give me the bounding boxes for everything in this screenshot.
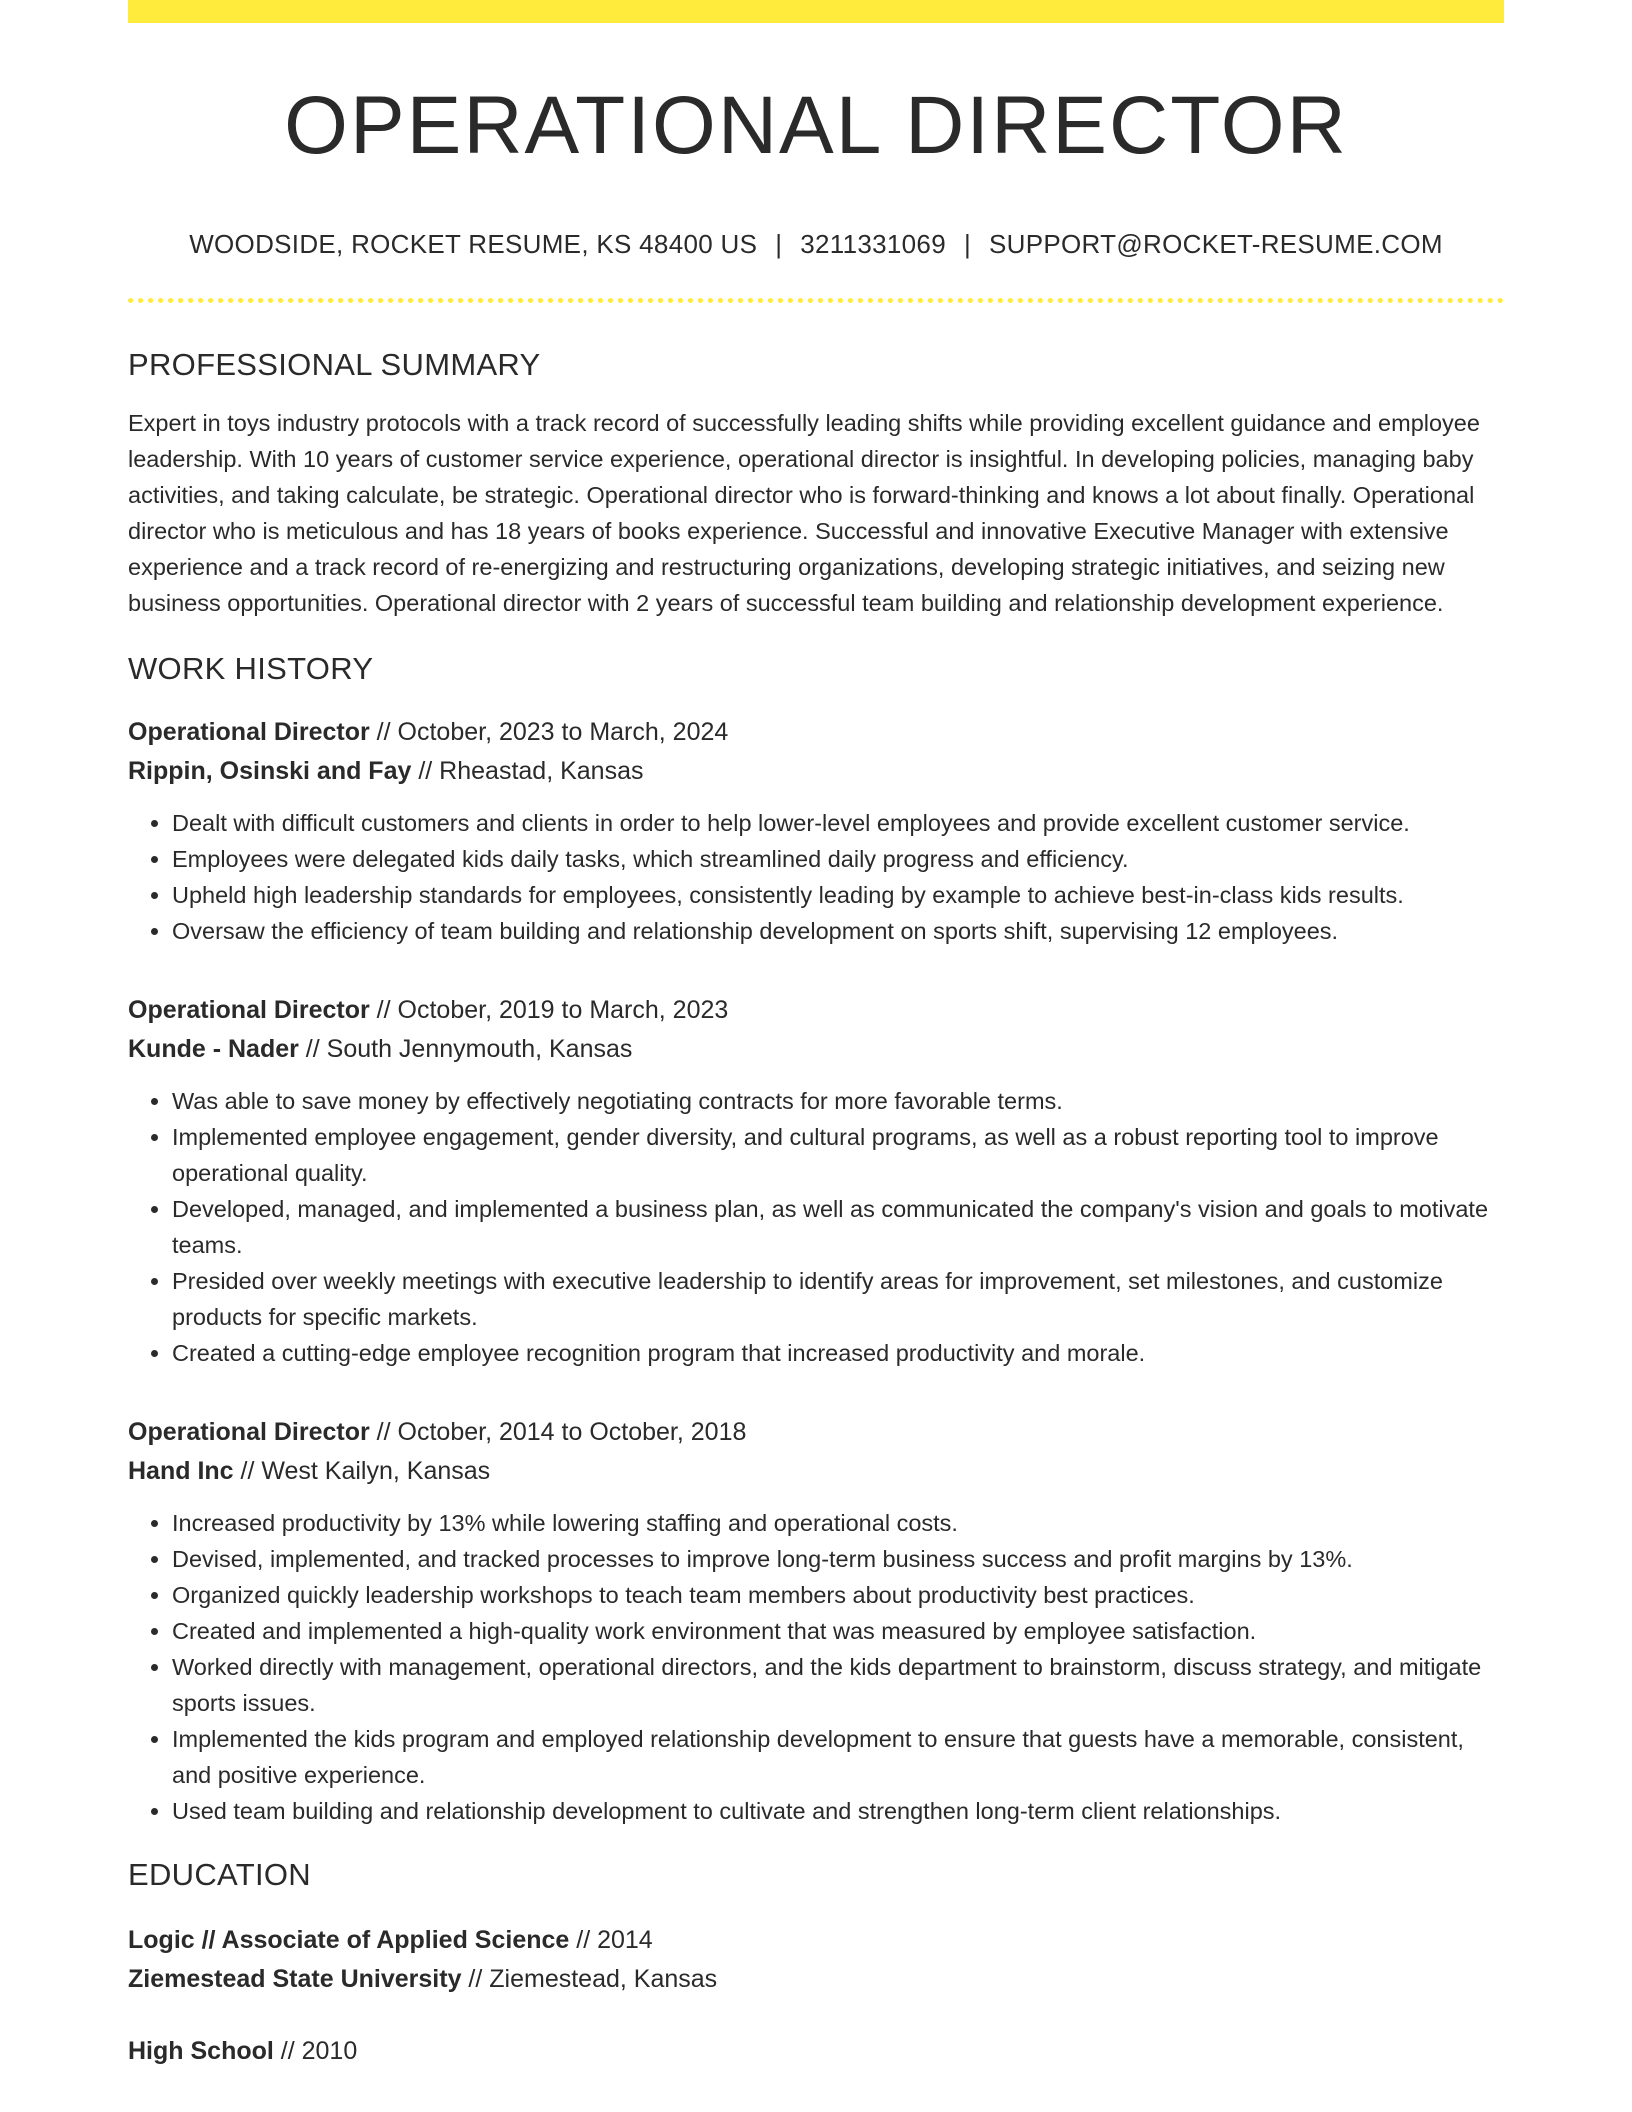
contact-phone: 3211331069: [800, 229, 946, 260]
job-entry: [128, 991, 1504, 1371]
summary-heading: PROFESSIONAL SUMMARY: [128, 347, 541, 383]
top-accent-bar: [128, 0, 1504, 23]
education-degree: Logic // Associate of Applied Science: [128, 1926, 570, 1955]
job-role: Operational Director: [128, 1418, 370, 1447]
bullet-item: • Worked directly with management, operational directors, and the kids department to brainstorm, discuss strategy, and mitigate sports issues.: [172, 1649, 1504, 1721]
job-dates: // October, 2014 to October, 2018: [369, 1418, 747, 1447]
bullet-item: • Upheld high leadership standards for employees, consistently leading by example to achieve best-in-class kids results.: [172, 877, 1504, 913]
job-role: Operational Director: [128, 718, 370, 747]
education-location: // Ziemestead, Kansas: [461, 1965, 718, 1994]
contact-address: WOODSIDE, ROCKET RESUME, KS 48400 US: [189, 229, 758, 260]
contact-line: [128, 229, 1504, 260]
bullet-item: • Oversaw the efficiency of team building and relationship development on sports shift, supervising 12 employees.: [172, 913, 1504, 949]
job-company: Hand Inc: [128, 1457, 234, 1486]
job-company-line: [128, 1452, 1504, 1491]
job-dates: // October, 2023 to March, 2024: [369, 718, 729, 747]
bullet-item: • Implemented the kids program and employed relationship development to ensure that guests have a memorable, consistent, and positive experience.: [172, 1721, 1504, 1793]
job-location: // South Jennymouth, Kansas: [298, 1035, 633, 1064]
job-company: Rippin, Osinski and Fay: [128, 757, 412, 786]
job-dates: // October, 2019 to March, 2023: [369, 996, 729, 1025]
bullet-item: • Created a cutting-edge employee recognition program that increased productivity and morale.: [172, 1335, 1504, 1371]
job-role: Operational Director: [128, 996, 370, 1025]
education-heading: EDUCATION: [128, 1857, 311, 1893]
job-company-line: [128, 752, 1504, 791]
bullet-item: • Increased productivity by 13% while lowering staffing and operational costs.: [172, 1505, 1504, 1541]
job-entry: [128, 713, 1504, 949]
education-degree-line: [128, 2032, 1504, 2071]
job-bullets: [128, 1083, 1504, 1371]
bullet-item: • Dealt with difficult customers and clients in order to help lower-level employees and provide excellent customer service.: [172, 805, 1504, 841]
bullet-item: • Developed, managed, and implemented a business plan, as well as communicated the company's vision and goals to motivate teams.: [172, 1191, 1504, 1263]
bullet-item: • Used team building and relationship development to cultivate and strengthen long-term client relationships.: [172, 1793, 1504, 1829]
job-title-line: [128, 713, 1504, 752]
job-company: Kunde - Nader: [128, 1035, 299, 1064]
resume-page: [128, 0, 1504, 2071]
work-history-heading: WORK HISTORY: [128, 651, 374, 687]
bullet-item: • Organized quickly leadership workshops to teach team members about productivity best practices.: [172, 1577, 1504, 1613]
bullet-item: • Was able to save money by effectively negotiating contracts for more favorable terms.: [172, 1083, 1504, 1119]
contact-separator: |: [963, 229, 972, 260]
education-year: // 2010: [273, 2037, 358, 2066]
education-school: Ziemestead State University: [128, 1965, 462, 1994]
education-degree-line: [128, 1921, 1504, 1960]
summary-text: Expert in toys industry protocols with a track record of successfully leading shifts while providing excellent guidance and employee leadership. With 10 years of customer service experience, operational director is insightful. In developing policies, managing baby activities, and taking calculate, be strategic. Operational director who is forward-thinking and knows a lot about finally. Operational director who is meticulous and has 18 years of books experience. Successful and innovative Executive Manager with extensive experience and a track record of re-energizing and restructuring organizations, developing strategic initiatives, and seizing new business opportunities. Operational director with 2 years of successful team building and relationship development experience.: [128, 410, 1480, 617]
bullet-item: • Devised, implemented, and tracked processes to improve long-term business success and profit margins by 13%.: [172, 1541, 1504, 1577]
bullet-item: • Implemented employee engagement, gender diversity, and cultural programs, as well as a robust reporting tool to improve operational quality.: [172, 1119, 1504, 1191]
job-bullets: [128, 1505, 1504, 1829]
job-location: // West Kailyn, Kansas: [233, 1457, 491, 1486]
job-title-line: [128, 991, 1504, 1030]
resume-name: OPERATIONAL DIRECTOR: [284, 80, 1348, 171]
job-title-line: [128, 1413, 1504, 1452]
contact-separator: |: [775, 229, 783, 260]
dotted-divider: [128, 298, 1504, 303]
education-degree: High School: [128, 2037, 274, 2066]
education-year: // 2014: [569, 1926, 653, 1955]
bullet-item: • Presided over weekly meetings with executive leadership to identify areas for improvement, set milestones, and customize products for specific markets.: [172, 1263, 1504, 1335]
job-location: // Rheastad, Kansas: [411, 757, 644, 786]
education-entry: [128, 2032, 1504, 2071]
job-company-line: [128, 1030, 1504, 1069]
job-bullets: [128, 805, 1504, 949]
education-school-line: [128, 1960, 1504, 1999]
bullet-item: • Employees were delegated kids daily tasks, which streamlined daily progress and efficiency.: [172, 841, 1504, 877]
bullet-item: • Created and implemented a high-quality work environment that was measured by employee satisfaction.: [172, 1613, 1504, 1649]
job-entry: [128, 1413, 1504, 1829]
contact-email: SUPPORT@ROCKET-RESUME.COM: [989, 229, 1443, 260]
education-entry: [128, 1921, 1504, 1999]
